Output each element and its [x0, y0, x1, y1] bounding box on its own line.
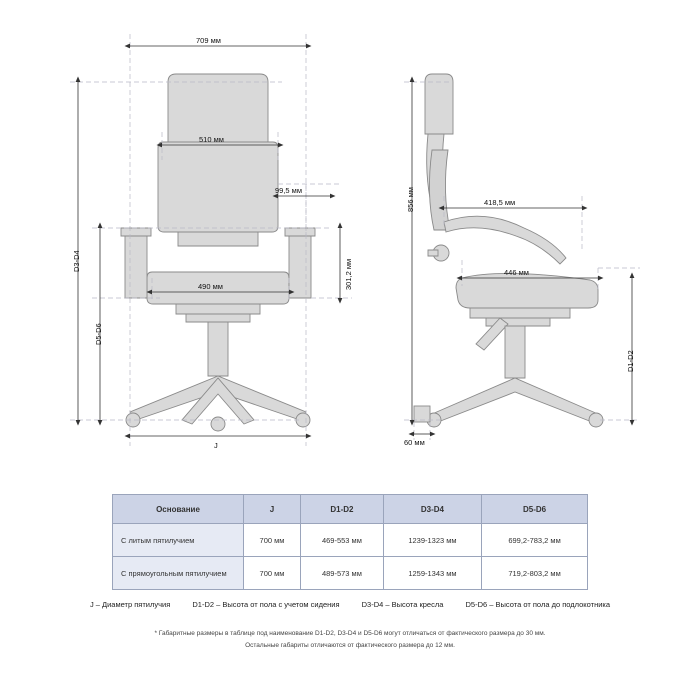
dim-d5-d6: D5-D6 [94, 323, 103, 345]
legend-item-d5d6: D5-D6 – Высота от пола до подлокотника [465, 600, 611, 609]
legend-item-j: J – Диаметр пятилучия [89, 600, 171, 609]
dim-base-diameter: J [214, 441, 218, 450]
header-d1d2: D1-D2 [301, 495, 384, 524]
dim-backrest-width: 510 мм [199, 135, 224, 144]
guide-lines [70, 34, 640, 446]
legend-item-d1d2: D1-D2 – Высота от пола с учетом сидения [192, 600, 340, 609]
table-header-row [113, 495, 588, 524]
dim-height-total: 856 мм [406, 187, 415, 212]
row-d3d4: 1259-1343 мм [383, 557, 481, 590]
row-name: С литым пятилучием [113, 524, 244, 557]
table-row [113, 524, 588, 557]
footnote [0, 628, 700, 652]
dim-armrest-offset: 99,5 мм [275, 186, 302, 195]
front-view-chair [121, 74, 315, 431]
dim-armrest-height: 301,2 мм [344, 258, 353, 290]
table-row [113, 557, 588, 590]
row-d3d4: 1239-1323 мм [383, 524, 481, 557]
header-d5d6: D5-D6 [482, 495, 588, 524]
dim-width-total: 709 мм [196, 36, 221, 45]
row-j: 700 мм [244, 524, 301, 557]
dim-seat-depth: 446 мм [504, 268, 529, 277]
row-name: С прямоугольным пятилучием [113, 557, 244, 590]
dim-d3-d4: D3-D4 [72, 250, 81, 272]
dim-depth-backrest: 418,5 мм [484, 198, 516, 207]
row-d1d2: 469-553 мм [301, 524, 384, 557]
footnote-line-1: * Габаритные размеры в таблице под наименование D1-D2, D3-D4 и D5-D6 могут отличаться от фактического размера до 30 мм. [154, 630, 546, 637]
footnote-line-2: Остальные габариты отличаются от фактического размера до 12 мм. [245, 642, 455, 649]
dim-d1-d2: D1-D2 [626, 350, 635, 372]
dim-seat-width: 490 мм [198, 282, 223, 291]
dimension-lines [78, 46, 632, 436]
dim-caster: 60 мм [404, 438, 425, 447]
specification-table [112, 494, 588, 590]
row-d1d2: 489-573 мм [301, 557, 384, 590]
legend [0, 600, 700, 609]
row-d5d6: 719,2-803,2 мм [482, 557, 588, 590]
side-view-chair [414, 74, 603, 427]
legend-item-d3d4: D3-D4 – Высота кресла [361, 600, 444, 609]
row-d5d6: 699,2-783,2 мм [482, 524, 588, 557]
row-j: 700 мм [244, 557, 301, 590]
header-d3d4: D3-D4 [383, 495, 481, 524]
header-j: J [244, 495, 301, 524]
header-base: Основание [113, 495, 244, 524]
